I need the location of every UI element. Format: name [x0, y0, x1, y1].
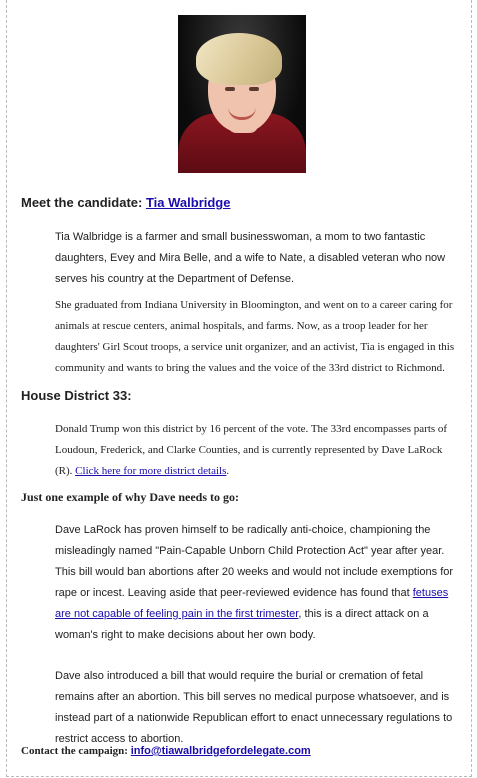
candidate-name-link[interactable]: Tia Walbridge: [145, 195, 231, 210]
photo-hair: [196, 33, 282, 85]
example-paragraph-2: Dave also introduced a bill that would require the burial or cremation of fetal remains after an abortion. This bill serves no medical purpose whatsoever, and is instead part of a nationwide Republican effort to enact unnecessary regulations to restrict access to abortion.: [55, 670, 453, 745]
contact-line: [21, 745, 311, 757]
photo-eye-right: [249, 87, 259, 91]
district-paragraph: [55, 419, 455, 482]
contact-label: Contact the campaign:: [21, 745, 131, 757]
example-p1-before: Dave LaRock has proven himself to be radically anti-choice, championing the misleadingly named "Pain-Capable Unborn Child Protection Act" year after year. This bill would ban abortions after 20 weeks and would not include exemptions for rape or incest. Leaving aside that peer-reviewed evidence has found that: [55, 524, 454, 599]
district-text: Donald Trump won this district by 16 percent of the vote. The 33rd encompasses parts of Loudoun, Frederick, and Clarke Counties, and is currently represented by Dave LaRock (R).: [55, 423, 448, 477]
house-district-heading: House District 33:: [21, 388, 132, 403]
bio-paragraph-1: Tia Walbridge is a farmer and small businesswoman, a mom to two fantastic daughters, Evey and Mira Belle, and a wife to Nate, a disabled veteran who now serves his country at the Department of Defense.: [55, 231, 446, 285]
meet-prefix: Meet the candidate:: [21, 195, 146, 210]
district-details-link[interactable]: Click here for more district details: [75, 465, 227, 477]
meet-candidate-heading: [21, 195, 230, 210]
bio-paragraph-2: She graduated from Indiana University in Bloomington, and went on to a career caring for animals at rescue centers, animal hospitals, and farms. Now, as a troop leader for her daughters' Girl Scout troops, a service unit organizer, and an activist, Tia is engaged in this community and wants to bring the values and the voice of the 33rd district to Richmond.: [55, 299, 455, 374]
candidate-photo: [178, 15, 306, 173]
example-p1-after: , this is a direct attack on a woman's right to make decisions about her own body.: [55, 608, 429, 641]
example-paragraph-1: [55, 520, 455, 646]
example-heading: Just one example of why Dave needs to go:: [21, 490, 239, 504]
contact-email-link[interactable]: info@tiawalbridgefordelegate.com: [130, 745, 311, 757]
district-after-link: .: [226, 465, 230, 477]
photo-eye-left: [225, 87, 235, 91]
fetal-pain-link[interactable]: fetuses are not capable of feeling pain in the first trimester: [55, 587, 449, 620]
